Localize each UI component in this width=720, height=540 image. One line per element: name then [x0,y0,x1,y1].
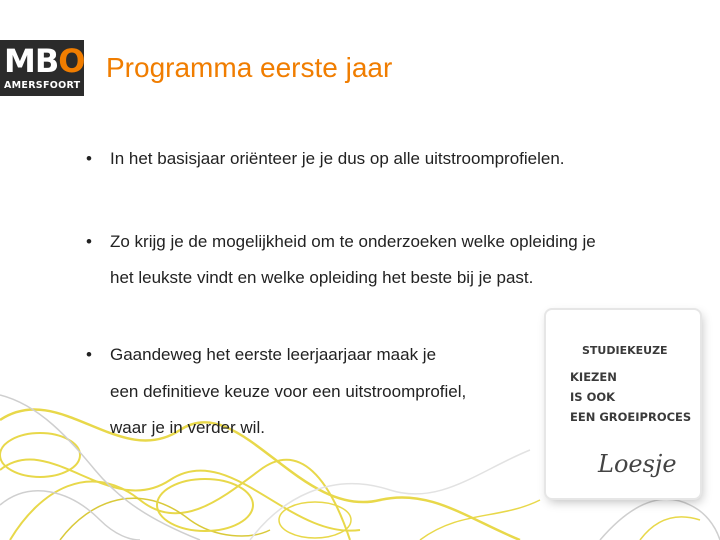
bullet-marker: • [86,232,92,251]
swirl-line [420,500,540,540]
logo-mbo-text [4,43,84,79]
swirl-loop [279,502,351,538]
logo-o: O [58,42,85,80]
poster-signature: Loesje [598,450,677,478]
swirl-loop [157,479,253,531]
swirl-line [640,517,700,540]
poster-line: KIEZEN [570,370,617,384]
logo-mb: MB [4,42,59,80]
mbo-amersfoort-logo [0,40,84,96]
bullet-text-continuation: waar je in verder wil. [110,418,265,437]
bullet-text: Zo krijg je de mogelijkheid om te onderzoeken welke opleiding je [110,232,596,251]
bullet-text: In het basisjaar oriënteer je je dus op alle uitstroomprofielen. [110,149,565,168]
bullet-marker: • [86,345,92,364]
poster-line: EEN GROEIPROCES [570,410,692,424]
bullet-text-continuation: het leukste vindt en welke opleiding het beste bij je past. [110,268,534,287]
logo-city-text: AMERSFOORT [4,80,81,91]
poster-line: IS OOK [570,390,616,404]
slide-title: Programma eerste jaar [106,52,393,83]
swirl-line [0,491,140,540]
bullet-text-continuation: een definitieve keuze voor een uitstroomprofiel, [110,382,467,401]
swirl-line [0,459,360,530]
bullet-marker: • [86,149,92,168]
bullet-text: Gaandeweg het eerste leerjaarjaar maak je [110,345,437,364]
loesje-poster [546,310,700,498]
poster-heading: STUDIEKEUZE [582,344,668,357]
swirl-line [600,499,720,540]
swirl-line [0,395,200,540]
